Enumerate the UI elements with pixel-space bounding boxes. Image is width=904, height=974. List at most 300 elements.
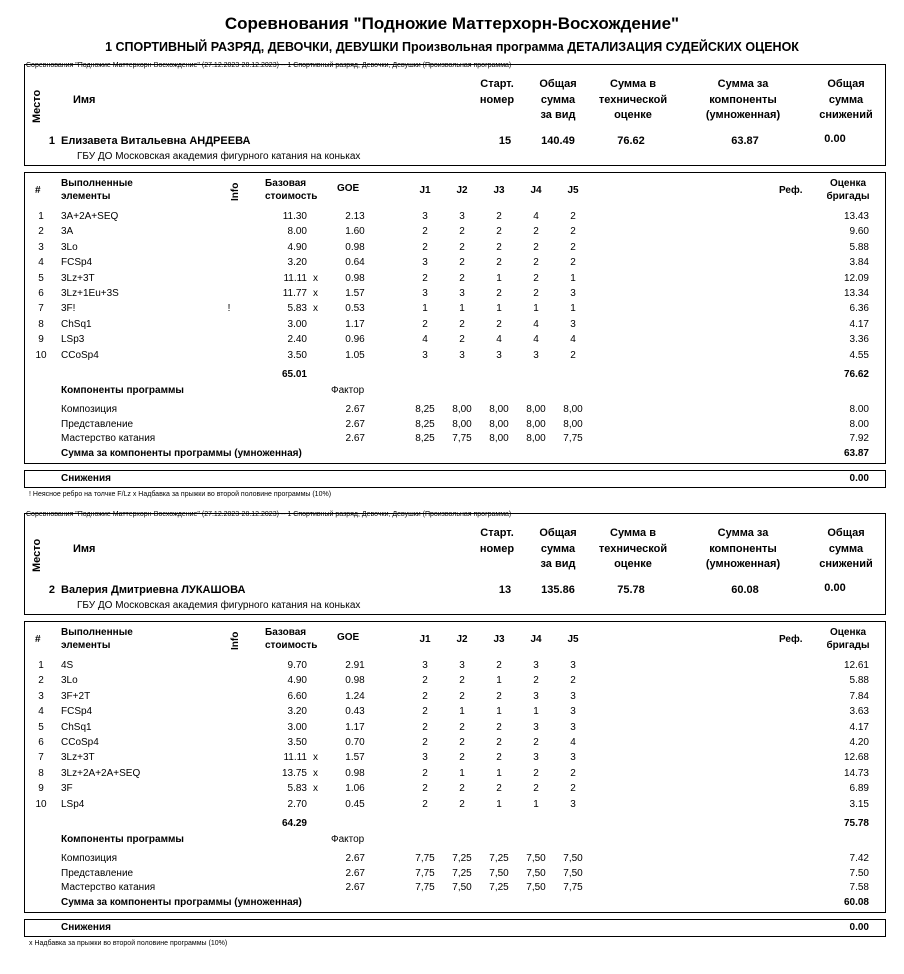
skater-summary-box [24,64,886,166]
judge-mark: 2 [496,783,502,795]
start-number: 15 [498,135,512,147]
element-number: 10 [35,349,47,361]
judge-mark: 1 [496,303,502,315]
element-base-value: 4.90 [287,675,307,687]
judge-mark: 2 [422,721,428,733]
element-number: 2 [38,226,44,238]
element-number: 3 [38,690,44,702]
judge-mark: 2 [570,226,576,238]
footnote: ! Неясное ребро на толчке F/Lz x Надбавка за прыжки во второй половине программы (10%) [29,491,332,498]
element-goe: 0.64 [345,257,365,269]
element-code: 3Lz+1Eu+3S [61,288,119,299]
base-value-header: Базовая стоимость [265,178,318,202]
element-code: 3Lo [61,675,78,687]
tes-header: Сумма в технической оценке [598,527,668,570]
judge-mark: 3 [570,721,576,733]
element-bonus-mark: x [313,783,318,795]
judge-mark: 2 [459,318,465,330]
judge-mark: 2 [459,737,465,748]
judge-mark: 2 [496,241,502,253]
judge-mark: 2 [459,783,465,795]
element-code: ChSq1 [61,318,92,330]
judge-mark: 2 [533,226,539,238]
component-score: 8.00 [849,418,869,430]
element-number: 7 [38,303,44,315]
element-number: 3 [38,241,44,253]
components-header: Компоненты программы [61,385,184,396]
judge-mark: 4 [422,334,428,346]
element-number: 7 [38,752,44,764]
judge-mark: 2 [422,737,428,748]
judge-mark: 3 [459,211,465,222]
judge-mark: 2 [422,318,428,330]
judge-mark: 2 [422,798,428,810]
judge-mark: 3 [570,318,576,330]
element-panel-score: 5.88 [849,675,869,687]
judge-mark: 4 [533,211,539,222]
judge-mark: 2 [533,272,539,284]
component-name: Мастерство катания [61,433,156,444]
element-number: 1 [38,211,44,222]
component-judge-mark: 7,75 [415,867,435,879]
name-header: Имя [73,543,96,555]
element-goe: 0.98 [345,272,365,284]
judge-mark: 2 [570,241,576,253]
referee-header: Реф. [779,634,803,645]
judge-header: J5 [567,185,579,196]
component-judge-mark: 7,75 [415,853,435,864]
element-panel-score: 3.15 [849,798,869,810]
element-code: 3Lz+3T [61,272,95,284]
judge-header: J2 [456,185,468,196]
element-number: 4 [38,257,44,269]
component-score: 7.58 [849,882,869,893]
component-factor: 2.67 [345,853,365,864]
judge-mark: 2 [422,675,428,687]
referee-header: Реф. [779,185,803,196]
tes-total: 75.78 [843,818,869,829]
judge-mark: 2 [570,349,576,361]
judge-mark: 3 [570,690,576,702]
judge-mark: 3 [422,752,428,764]
element-panel-score: 4.17 [849,318,869,330]
element-base-value: 5.83 [287,783,307,795]
judge-mark: 1 [570,303,576,315]
element-panel-score: 4.55 [849,349,869,361]
component-factor: 2.67 [345,433,365,444]
element-number: 8 [38,767,44,779]
rank-header: Место [31,538,43,572]
judge-mark: 2 [459,334,465,346]
element-base-value: 3.50 [287,737,307,748]
component-judge-mark: 7,75 [563,882,583,893]
component-score: 7.50 [849,867,869,879]
element-base-value: 2.70 [287,798,307,810]
judge-mark: 1 [496,675,502,687]
judge-mark: 2 [422,272,428,284]
deductions-value: 0.00 [849,922,869,933]
judge-mark: 2 [459,690,465,702]
element-code: 3A [61,226,74,238]
element-goe: 1.60 [345,226,365,238]
judge-header: J1 [419,634,431,645]
element-code: 3Lz+3T [61,752,95,764]
deductions-box [24,470,886,488]
component-judge-mark: 8,00 [452,404,472,415]
judge-mark: 2 [496,288,502,299]
judge-mark: 2 [570,783,576,795]
judge-mark: 3 [459,349,465,361]
base-value-total: 64.29 [281,818,307,829]
element-panel-score: 3.36 [849,334,869,346]
factor-header: Фактор [331,385,365,396]
component-judge-mark: 8,00 [489,404,509,415]
element-code: 3F [61,783,73,795]
judge-mark: 1 [496,706,502,718]
page-subtitle: 1 СПОРТИВНЫЙ РАЗРЯД, ДЕВОЧКИ, ДЕВУШКИ Произвольная программа ДЕТАЛИЗАЦИЯ СУДЕЙСКИХ ОЦЕНОК [105,40,799,54]
element-goe: 0.98 [345,241,365,253]
element-base-value: 3.20 [287,706,307,718]
element-panel-score: 12.68 [843,752,869,764]
component-factor: 2.67 [345,882,365,893]
component-judge-mark: 8,00 [489,418,509,430]
info-header: Info [230,182,241,201]
component-judge-mark: 8,00 [526,433,546,444]
component-judge-mark: 8,25 [415,433,435,444]
tes-total: 76.62 [843,369,869,380]
deductions-label: Снижения [61,473,111,484]
footnote: x Надбавка за прыжки во второй половине программы (10%) [29,940,228,947]
element-panel-score: 13.43 [843,211,869,222]
component-judge-mark: 7,50 [526,853,546,864]
element-code: LSp4 [61,798,85,810]
judge-mark: 1 [570,272,576,284]
judge-mark: 3 [533,690,539,702]
judge-mark: 2 [422,767,428,779]
element-number: 9 [38,783,44,795]
judge-mark: 1 [496,272,502,284]
element-base-value: 11.11 [283,752,307,764]
elements-detail-box [24,172,886,464]
component-judge-mark: 7,75 [415,882,435,893]
skater-summary-box [24,513,886,615]
judge-mark: 2 [496,226,502,238]
judge-mark: 3 [459,288,465,299]
component-judge-mark: 8,25 [415,404,435,415]
total-score: 140.49 [541,135,575,147]
component-judge-mark: 7,50 [452,882,472,893]
element-goe: 1.57 [345,752,365,764]
element-code: 3F+2T [61,690,91,702]
element-bonus-mark: x [313,272,318,284]
judge-mark: 2 [496,690,502,702]
judge-mark: 2 [533,288,539,299]
pcs-score: 60.08 [731,584,759,596]
element-number: 9 [38,334,44,346]
judge-mark: 2 [570,257,576,269]
total-header: Общая сумма за вид [539,527,577,570]
start-number: 13 [498,584,512,596]
element-goe: 0.43 [345,706,365,718]
competition-line: Соревнования "Подножие Маттерхорн-Восхождение" (27.12.2023-28.12.2023) -- 1 Спортивный разряд, Девочки, Девушки (Произвольная программа) [26,62,512,69]
element-bonus-mark: x [313,767,318,779]
judge-mark: 3 [570,660,576,671]
element-goe: 1.57 [345,288,365,299]
skater-club: ГБУ ДО Московская академия фигурного катания на коньках [77,600,361,611]
tes-header: Сумма в технической оценке [598,78,668,121]
judge-mark: 1 [459,303,465,315]
goe-header: GOE [337,632,360,643]
deductions-label: Снижения [61,922,111,933]
element-code: CCoSp4 [61,349,99,361]
component-name: Представление [61,867,134,879]
judge-mark: 2 [570,211,576,222]
element-number: 4 [38,706,44,718]
element-goe: 2.91 [345,660,365,671]
element-bonus-mark: x [313,288,318,299]
element-number: 6 [38,737,44,748]
tes-score: 76.62 [617,135,645,147]
components-sum-value: 60.08 [843,897,869,908]
judge-mark: 2 [496,752,502,764]
element-base-value: 3.50 [287,349,307,361]
deductions-box [24,919,886,937]
component-score: 8.00 [849,404,869,415]
element-panel-score: 7.84 [849,690,869,702]
element-code: 3Lo [61,241,78,253]
name-header: Имя [73,94,96,106]
component-judge-mark: 7,25 [489,882,509,893]
judge-mark: 4 [496,334,502,346]
element-code: FCSp4 [61,257,93,269]
element-code: LSp3 [61,334,85,346]
element-goe: 0.98 [345,675,365,687]
element-panel-score: 6.89 [849,783,869,795]
element-panel-score: 6.36 [849,303,869,315]
skater-name: Валерия Дмитриевна ЛУКАШОВА [61,584,246,596]
component-name: Композиция [61,853,118,864]
judge-mark: 2 [570,767,576,779]
judge-header: J4 [530,634,542,645]
skater-rank: 1 [48,135,55,147]
judge-mark: 2 [459,257,465,269]
component-judge-mark: 8,00 [526,418,546,430]
element-base-value: 2.40 [287,334,307,346]
judge-mark: 2 [422,690,428,702]
judge-mark: 3 [422,257,428,269]
component-score: 7.42 [849,853,869,864]
judge-header: J1 [419,185,431,196]
judge-mark: 1 [533,798,539,810]
element-code: FCSp4 [61,706,93,718]
panel-score-header: Оценка бригады [826,178,870,202]
element-panel-score: 5.88 [849,241,869,253]
element-goe: 1.17 [345,318,365,330]
element-code: 3Lz+2A+2A+SEQ [61,767,141,779]
element-number: 2 [38,675,44,687]
element-goe: 1.24 [345,690,365,702]
components-header: Компоненты программы [61,834,184,845]
judge-mark: 2 [459,752,465,764]
component-judge-mark: 8,00 [563,418,583,430]
info-header: Info [230,631,241,650]
components-sum-label: Сумма за компоненты программы (умноженная) [61,448,302,459]
judge-mark: 4 [570,334,576,346]
judge-mark: 3 [533,349,539,361]
judge-mark: 3 [533,660,539,671]
judge-mark: 3 [533,721,539,733]
rank-header: Место [31,89,43,123]
pcs-header: Сумма за компоненты (умноженная) [705,527,781,570]
judge-mark: 2 [459,272,465,284]
component-judge-mark: 7,25 [452,853,472,864]
component-judge-mark: 7,75 [452,433,472,444]
element-code: 4S [61,660,74,671]
judge-mark: 2 [533,675,539,687]
start-number-header: Старт. номер [479,78,515,106]
element-base-value: 8.00 [287,226,307,238]
judge-mark: 1 [533,706,539,718]
judge-mark: 2 [570,675,576,687]
judge-mark: 2 [533,257,539,269]
component-judge-mark: 8,25 [415,418,435,430]
judge-mark: 1 [459,706,465,718]
component-judge-mark: 8,00 [489,433,509,444]
component-judge-mark: 7,50 [563,853,583,864]
judge-mark: 2 [496,737,502,748]
judge-mark: 2 [422,241,428,253]
elements-header: Выполненные элементы [61,178,133,202]
judge-mark: 3 [459,660,465,671]
judge-mark: 2 [422,706,428,718]
judge-mark: 2 [533,783,539,795]
judge-mark: 2 [533,737,539,748]
element-panel-score: 3.84 [849,257,869,269]
element-bonus-mark: x [313,303,318,315]
judge-mark: 4 [533,334,539,346]
judge-mark: 3 [570,706,576,718]
component-judge-mark: 7,25 [489,853,509,864]
element-base-value: 11.77 [282,288,307,299]
base-value-total: 65.01 [281,369,307,380]
judge-mark: 2 [459,798,465,810]
judge-header: J5 [567,634,579,645]
total-header: Общая сумма за вид [539,78,577,121]
judge-mark: 4 [570,737,576,748]
judge-header: J3 [493,185,505,196]
element-number: 5 [38,272,44,284]
judge-mark: 3 [422,349,428,361]
element-number: 10 [35,798,47,810]
judge-mark: 1 [496,798,502,810]
element-number: 6 [38,288,44,299]
judge-mark: 3 [570,288,576,299]
goe-header: GOE [337,183,360,194]
judge-mark: 3 [496,349,502,361]
pcs-header: Сумма за компоненты (умноженная) [705,78,781,121]
element-panel-score: 14.73 [843,767,869,779]
element-base-value: 4.90 [287,241,307,253]
judge-mark: 2 [422,783,428,795]
judge-mark: 2 [496,211,502,222]
pcs-score: 63.87 [731,135,759,147]
element-goe: 1.17 [345,721,365,733]
element-panel-score: 13.34 [843,288,869,299]
element-base-value: 3.00 [287,318,307,330]
competition-line: Соревнования "Подножие Маттерхорн-Восхождение" (27.12.2023-28.12.2023) -- 1 Спортивный разряд, Девочки, Девушки (Произвольная программа) [26,511,512,518]
element-info: ! [227,303,231,315]
component-factor: 2.67 [345,418,365,430]
judge-mark: 2 [533,241,539,253]
component-name: Композиция [61,404,118,415]
element-goe: 1.05 [345,349,365,361]
component-name: Представление [61,418,134,430]
judge-mark: 1 [496,767,502,779]
skater-name: Елизавета Витальевна АНДРЕЕВА [61,135,251,147]
judge-mark: 2 [459,226,465,238]
component-name: Мастерство катания [61,882,156,893]
element-goe: 0.98 [345,767,365,779]
component-judge-mark: 7,75 [563,433,583,444]
judge-mark: 3 [422,288,428,299]
judge-mark: 2 [422,226,428,238]
element-goe: 2.13 [345,211,365,222]
element-panel-score: 4.17 [849,721,869,733]
judge-mark: 3 [570,798,576,810]
element-base-value: 13.75 [281,767,307,779]
judge-mark: 2 [459,675,465,687]
judge-mark: 4 [533,318,539,330]
judge-mark: 1 [459,767,465,779]
deductions-value: 0.00 [849,473,869,484]
deductions-header: Общая сумма снижений [819,527,873,570]
element-base-value: 9.70 [287,660,307,671]
components-sum-label: Сумма за компоненты программы (умноженная) [61,897,302,908]
skater-club: ГБУ ДО Московская академия фигурного катания на коньках [77,151,361,162]
judge-mark: 2 [496,318,502,330]
component-judge-mark: 7,25 [452,867,472,879]
component-judge-mark: 7,50 [489,867,509,879]
judge-mark: 2 [459,721,465,733]
element-panel-score: 4.20 [849,737,869,748]
element-panel-score: 9.60 [849,226,869,238]
judge-header: J3 [493,634,505,645]
number-header: # [35,634,41,645]
element-code: 3A+2A+SEQ [61,211,119,222]
element-base-value: 3.00 [287,721,307,733]
elements-detail-box [24,621,886,913]
deductions-total: 0.00 [824,582,846,594]
element-goe: 0.96 [345,334,365,346]
component-factor: 2.67 [345,404,365,415]
component-judge-mark: 8,00 [563,404,583,415]
judge-header: J2 [456,634,468,645]
component-factor: 2.67 [345,867,365,879]
base-value-header: Базовая стоимость [265,627,318,651]
deductions-total: 0.00 [824,133,846,145]
components-sum-value: 63.87 [843,448,869,459]
total-score: 135.86 [541,584,575,596]
judge-mark: 2 [496,257,502,269]
element-number: 1 [38,660,44,671]
element-goe: 0.45 [345,798,365,810]
skater-rank: 2 [48,584,55,596]
element-base-value: 3.20 [287,257,307,269]
judge-header: J4 [530,185,542,196]
judge-mark: 1 [533,303,539,315]
component-judge-mark: 7,50 [563,867,583,879]
judge-mark: 2 [496,721,502,733]
